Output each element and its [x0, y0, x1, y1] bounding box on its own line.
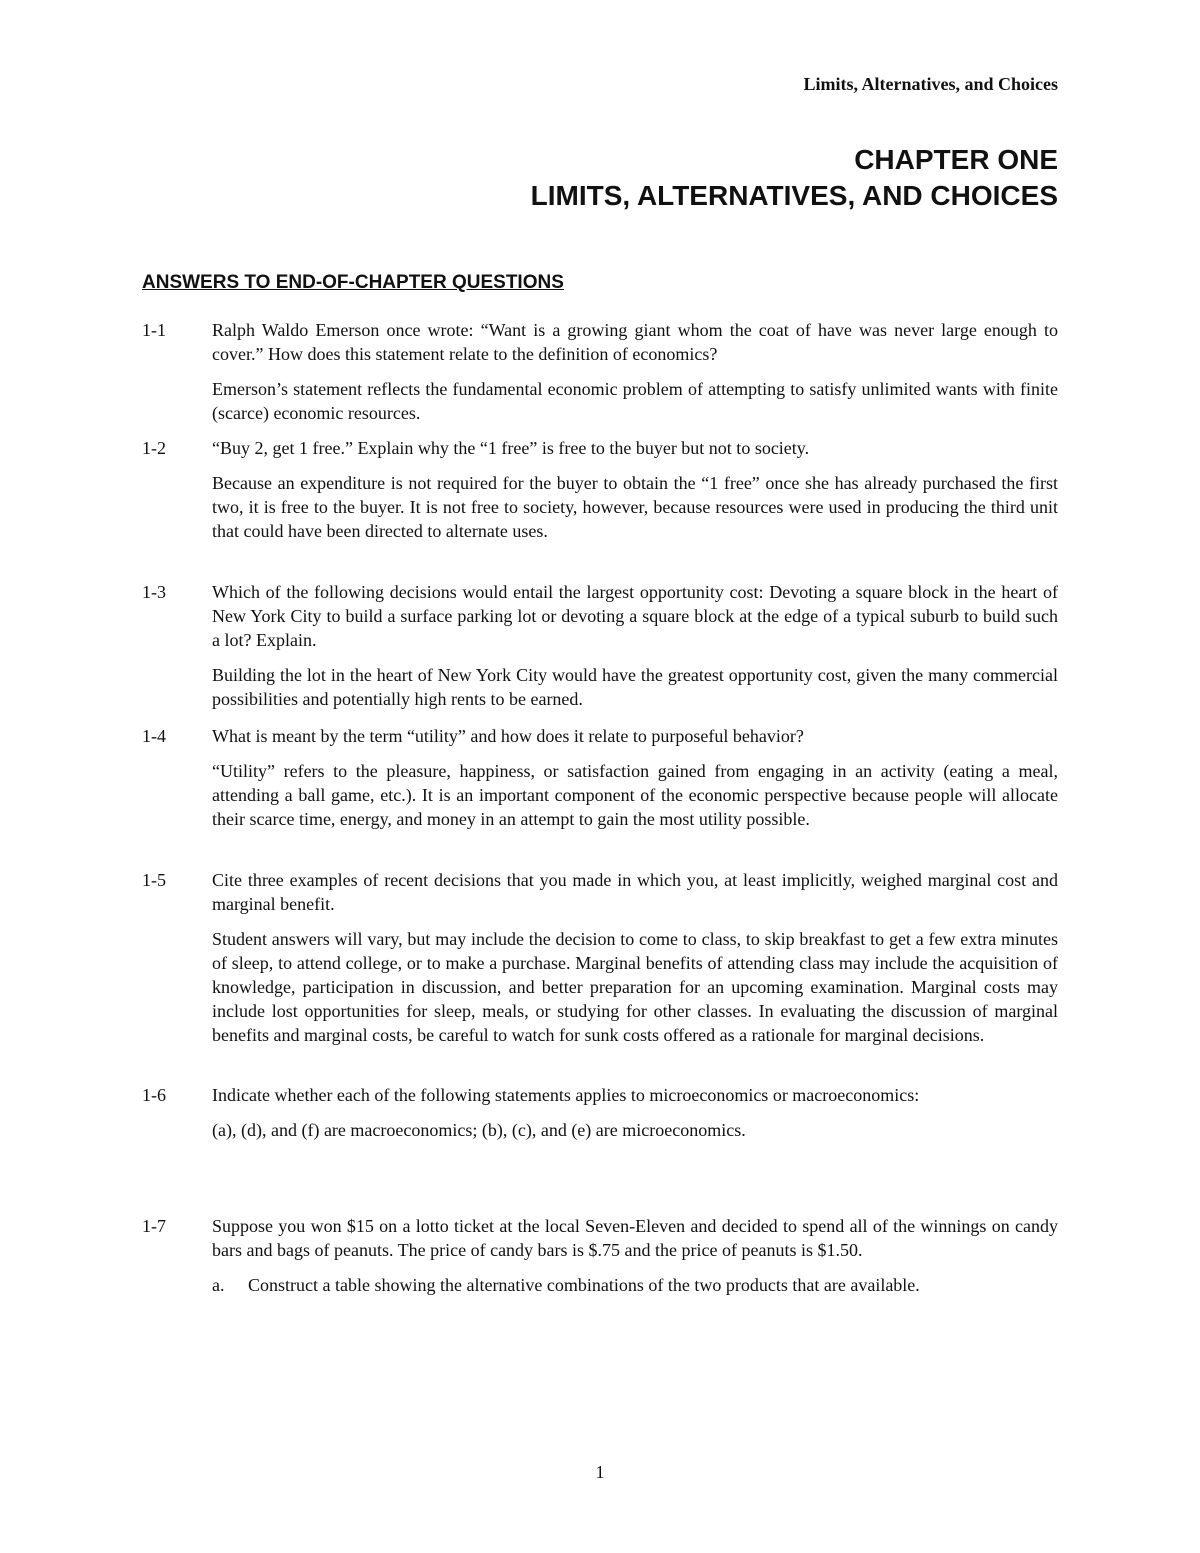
question-text: Cite three examples of recent decisions that you made in which you, at least implicitly, weighed marginal cost and marginal benefit. — [212, 870, 1058, 914]
answer-text: (a), (d), and (f) are macroeconomics; (b), (c), and (e) are microeconomics. — [212, 1120, 746, 1140]
question-item — [142, 724, 1058, 831]
answer-text: Building the lot in the heart of New York City would have the greatest opportunity cost, given the many commercial possibilities and potentially high rents to be earned. — [212, 665, 1058, 709]
answer-text: Student answers will vary, but may include the decision to come to class, to skip breakfast to get a few extra minutes of sleep, to attend college, or to make a purchase. Marginal benefits of attending class may include the acquisition of knowledge, participation in discussion, and better preparation for an upcoming examination. Marginal costs may include lost opportunities for sleep, meals, or studying for other classes. In evaluating the discussion of marginal benefits and marginal costs, be careful to watch for sunk costs offered as a rationale for marginal decisions. — [212, 929, 1058, 1045]
question-item — [142, 868, 1058, 1047]
page-number: 1 — [595, 1462, 605, 1482]
chapter-number: CHAPTER ONE — [854, 144, 1058, 175]
question-number: 1-2 — [142, 438, 166, 458]
question-number: 1-5 — [142, 870, 166, 890]
question-number: 1-1 — [142, 320, 166, 340]
chapter-title — [531, 142, 1058, 214]
sub-question-text: Construct a table showing the alternative combinations of the two products that are available. — [248, 1275, 920, 1295]
answer-text: “Utility” refers to the pleasure, happiness, or satisfaction gained from engaging in an activity (eating a meal, attending a ball game, etc.). It is an important component of the economic perspective because people will allocate their scarce time, energy, and money in an attempt to gain the most utility possible. — [212, 761, 1058, 829]
question-text: Ralph Waldo Emerson once wrote: “Want is a growing giant whom the coat of have was never large enough to cover.” How does this statement relate to the definition of economics? — [212, 320, 1058, 364]
question-number: 1-7 — [142, 1216, 166, 1236]
sub-question-marker: a. — [212, 1275, 225, 1295]
question-item — [142, 580, 1058, 711]
question-text: “Buy 2, get 1 free.” Explain why the “1 free” is free to the buyer but not to society. — [212, 438, 810, 458]
question-number: 1-6 — [142, 1085, 166, 1105]
answer-text: Emerson’s statement reflects the fundamental economic problem of attempting to satisfy unlimited wants with finite (scarce) economic resources. — [212, 379, 1058, 423]
question-item — [142, 1083, 1058, 1142]
question-item — [142, 436, 1058, 543]
question-text: Indicate whether each of the following statements applies to microeconomics or macroeconomics: — [212, 1085, 920, 1105]
question-number: 1-4 — [142, 726, 166, 746]
question-number: 1-3 — [142, 582, 166, 602]
section-heading: ANSWERS TO END-OF-CHAPTER QUESTIONS — [142, 272, 564, 293]
sub-question — [212, 1273, 1058, 1297]
question-text: Suppose you won $15 on a lotto ticket at the local Seven-Eleven and decided to spend all of the winnings on candy bars and bags of peanuts. The price of candy bars is $.75 and the price of peanuts is $1.50. — [212, 1216, 1058, 1260]
question-text: Which of the following decisions would entail the largest opportunity cost: Devoting a square block in the heart of New York City to build a surface parking lot or devoting a square block at the edge of a typical suburb to build such a lot? Explain. — [212, 582, 1058, 650]
question-text: What is meant by the term “utility” and how does it relate to purposeful behavior? — [212, 726, 804, 746]
question-item — [142, 1214, 1058, 1297]
answer-text: Because an expenditure is not required for the buyer to obtain the “1 free” once she has already purchased the first two, it is free to the buyer. It is not free to society, however, because resources were used in producing the third unit that could have been directed to alternate uses. — [212, 473, 1058, 541]
question-item — [142, 318, 1058, 425]
chapter-name: LIMITS, ALTERNATIVES, AND CHOICES — [530, 180, 1058, 211]
running-header: Limits, Alternatives, and Choices — [803, 74, 1058, 94]
